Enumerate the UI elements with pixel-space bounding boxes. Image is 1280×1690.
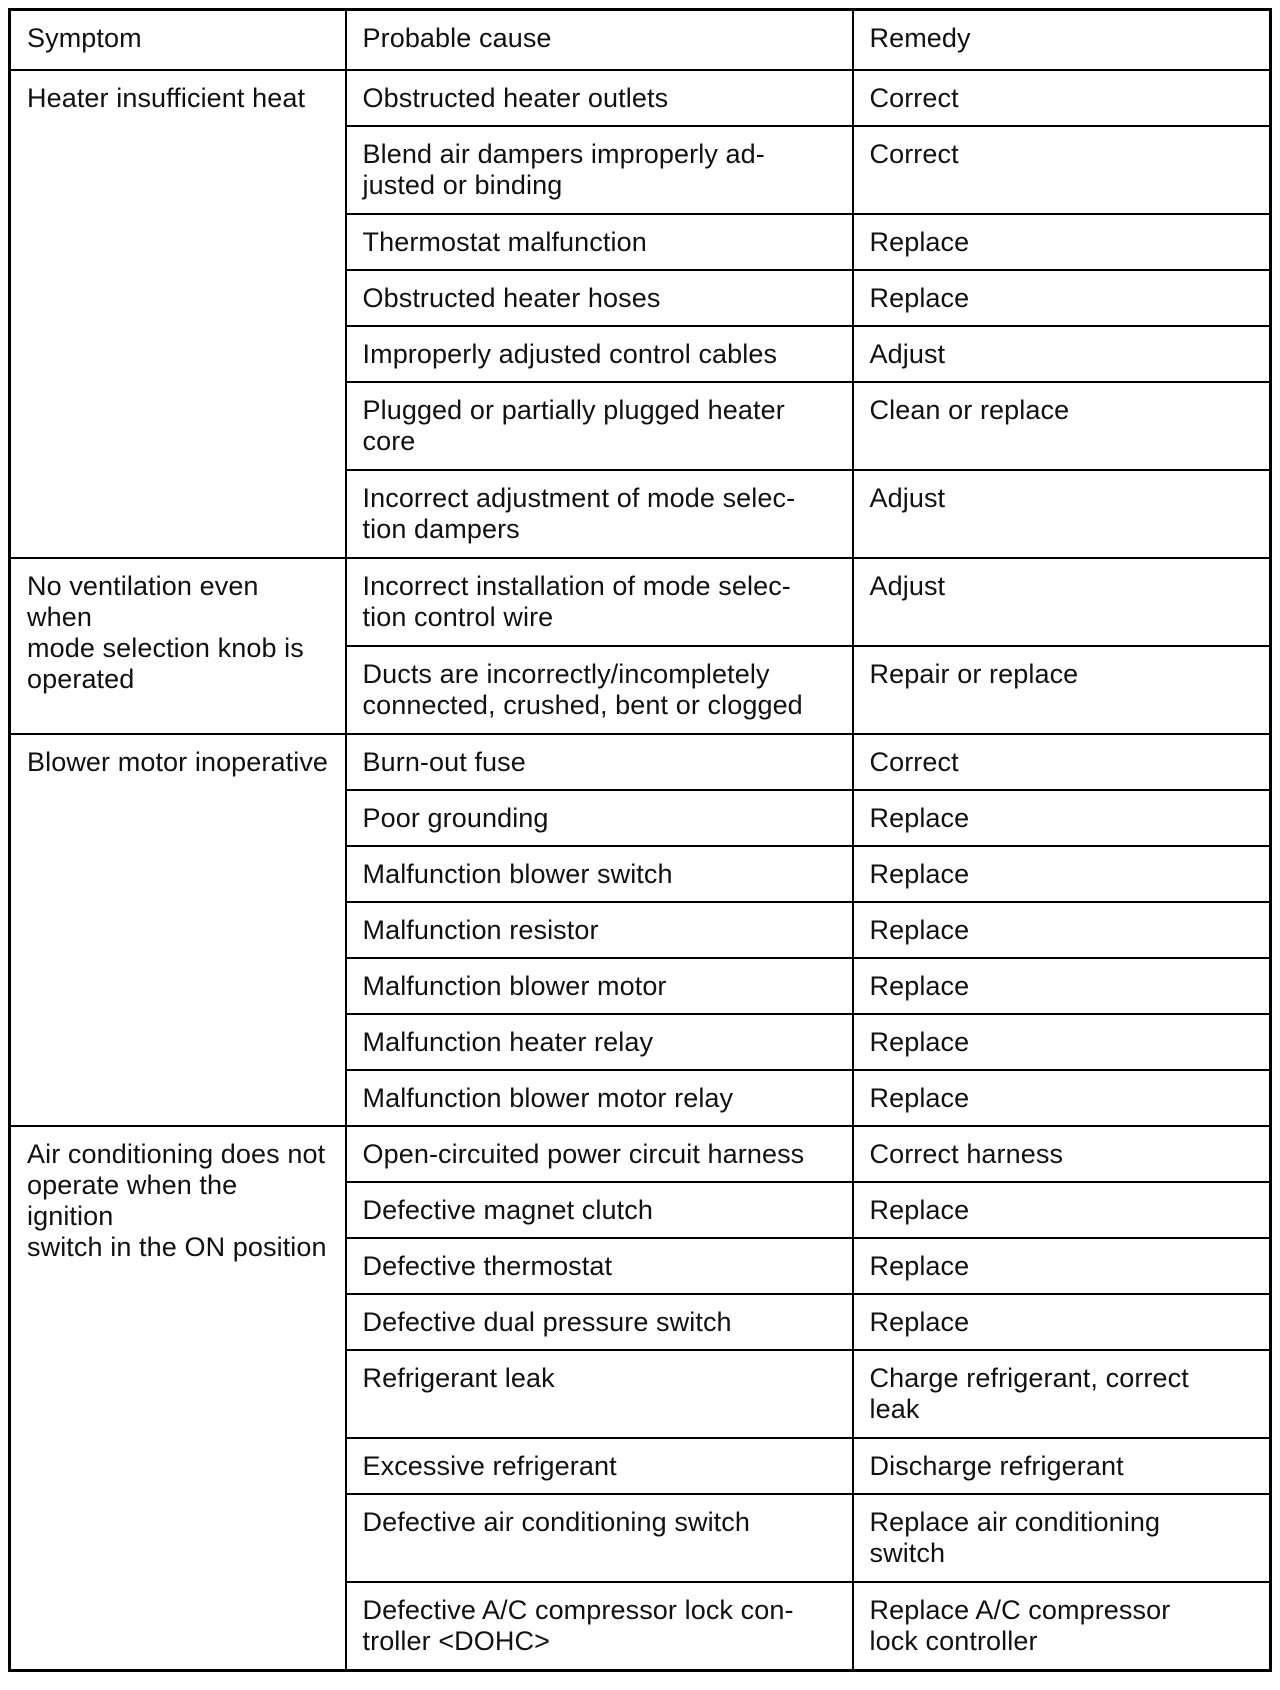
header-remedy: Remedy — [853, 10, 1271, 71]
probable-cause-cell: Defective A/C compressor lock con- troller <DOHC> — [346, 1582, 853, 1671]
probable-cause-cell: Blend air dampers improperly ad- justed or binding — [346, 126, 853, 214]
probable-cause-cell: Defective dual pressure switch — [346, 1294, 853, 1350]
remedy-cell: Replace — [853, 1294, 1271, 1350]
probable-cause-cell: Plugged or partially plugged heater core — [346, 382, 853, 470]
remedy-cell: Correct harness — [853, 1126, 1271, 1182]
probable-cause-cell: Excessive refrigerant — [346, 1438, 853, 1494]
remedy-cell: Repair or replace — [853, 646, 1271, 734]
probable-cause-cell: Malfunction resistor — [346, 902, 853, 958]
probable-cause-cell: Poor grounding — [346, 790, 853, 846]
table-row — [10, 70, 1271, 126]
remedy-cell: Replace — [853, 1070, 1271, 1126]
probable-cause-cell: Burn-out fuse — [346, 734, 853, 790]
remedy-cell: Replace air conditioning switch — [853, 1494, 1271, 1582]
probable-cause-cell: Obstructed heater hoses — [346, 270, 853, 326]
probable-cause-cell: Incorrect adjustment of mode selec- tion dampers — [346, 470, 853, 558]
probable-cause-cell: Thermostat malfunction — [346, 214, 853, 270]
header-row — [10, 10, 1271, 71]
table-row — [10, 558, 1271, 646]
remedy-cell: Discharge refrigerant — [853, 1438, 1271, 1494]
remedy-cell: Replace — [853, 214, 1271, 270]
probable-cause-cell: Malfunction blower motor — [346, 958, 853, 1014]
probable-cause-cell: Open-circuited power circuit harness — [346, 1126, 853, 1182]
remedy-cell: Adjust — [853, 558, 1271, 646]
remedy-cell: Replace — [853, 270, 1271, 326]
remedy-cell: Charge refrigerant, correct leak — [853, 1350, 1271, 1438]
probable-cause-cell: Defective thermostat — [346, 1238, 853, 1294]
symptom-cell: Blower motor inoperative — [10, 734, 346, 1126]
remedy-cell: Replace — [853, 1238, 1271, 1294]
remedy-cell: Correct — [853, 126, 1271, 214]
table-header — [10, 10, 1271, 71]
probable-cause-cell: Incorrect installation of mode selec- tion control wire — [346, 558, 853, 646]
remedy-cell: Correct — [853, 734, 1271, 790]
table-row — [10, 1126, 1271, 1182]
table-row — [10, 734, 1271, 790]
remedy-cell: Replace — [853, 958, 1271, 1014]
remedy-cell: Correct — [853, 70, 1271, 126]
remedy-cell: Replace — [853, 1182, 1271, 1238]
symptom-cell: Heater insufficient heat — [10, 70, 346, 558]
probable-cause-cell: Improperly adjusted control cables — [346, 326, 853, 382]
header-probable-cause: Probable cause — [346, 10, 853, 71]
probable-cause-cell: Malfunction heater relay — [346, 1014, 853, 1070]
probable-cause-cell: Defective magnet clutch — [346, 1182, 853, 1238]
remedy-cell: Replace — [853, 902, 1271, 958]
remedy-cell: Adjust — [853, 326, 1271, 382]
remedy-cell: Clean or replace — [853, 382, 1271, 470]
probable-cause-cell: Refrigerant leak — [346, 1350, 853, 1438]
probable-cause-cell: Ducts are incorrectly/incompletely connected, crushed, bent or clogged — [346, 646, 853, 734]
probable-cause-cell: Malfunction blower motor relay — [346, 1070, 853, 1126]
remedy-cell: Replace — [853, 846, 1271, 902]
remedy-cell: Replace A/C compressor lock controller — [853, 1582, 1271, 1671]
probable-cause-cell: Obstructed heater outlets — [346, 70, 853, 126]
header-symptom: Symptom — [10, 10, 346, 71]
symptom-cell: Air conditioning does not operate when the ignition switch in the ON position — [10, 1126, 346, 1671]
probable-cause-cell: Defective air conditioning switch — [346, 1494, 853, 1582]
probable-cause-cell: Malfunction blower switch — [346, 846, 853, 902]
remedy-cell: Replace — [853, 1014, 1271, 1070]
troubleshooting-table — [8, 8, 1272, 1672]
symptom-cell: No ventilation even when mode selection knob is operated — [10, 558, 346, 734]
table-body — [10, 70, 1271, 1671]
remedy-cell: Adjust — [853, 470, 1271, 558]
remedy-cell: Replace — [853, 790, 1271, 846]
